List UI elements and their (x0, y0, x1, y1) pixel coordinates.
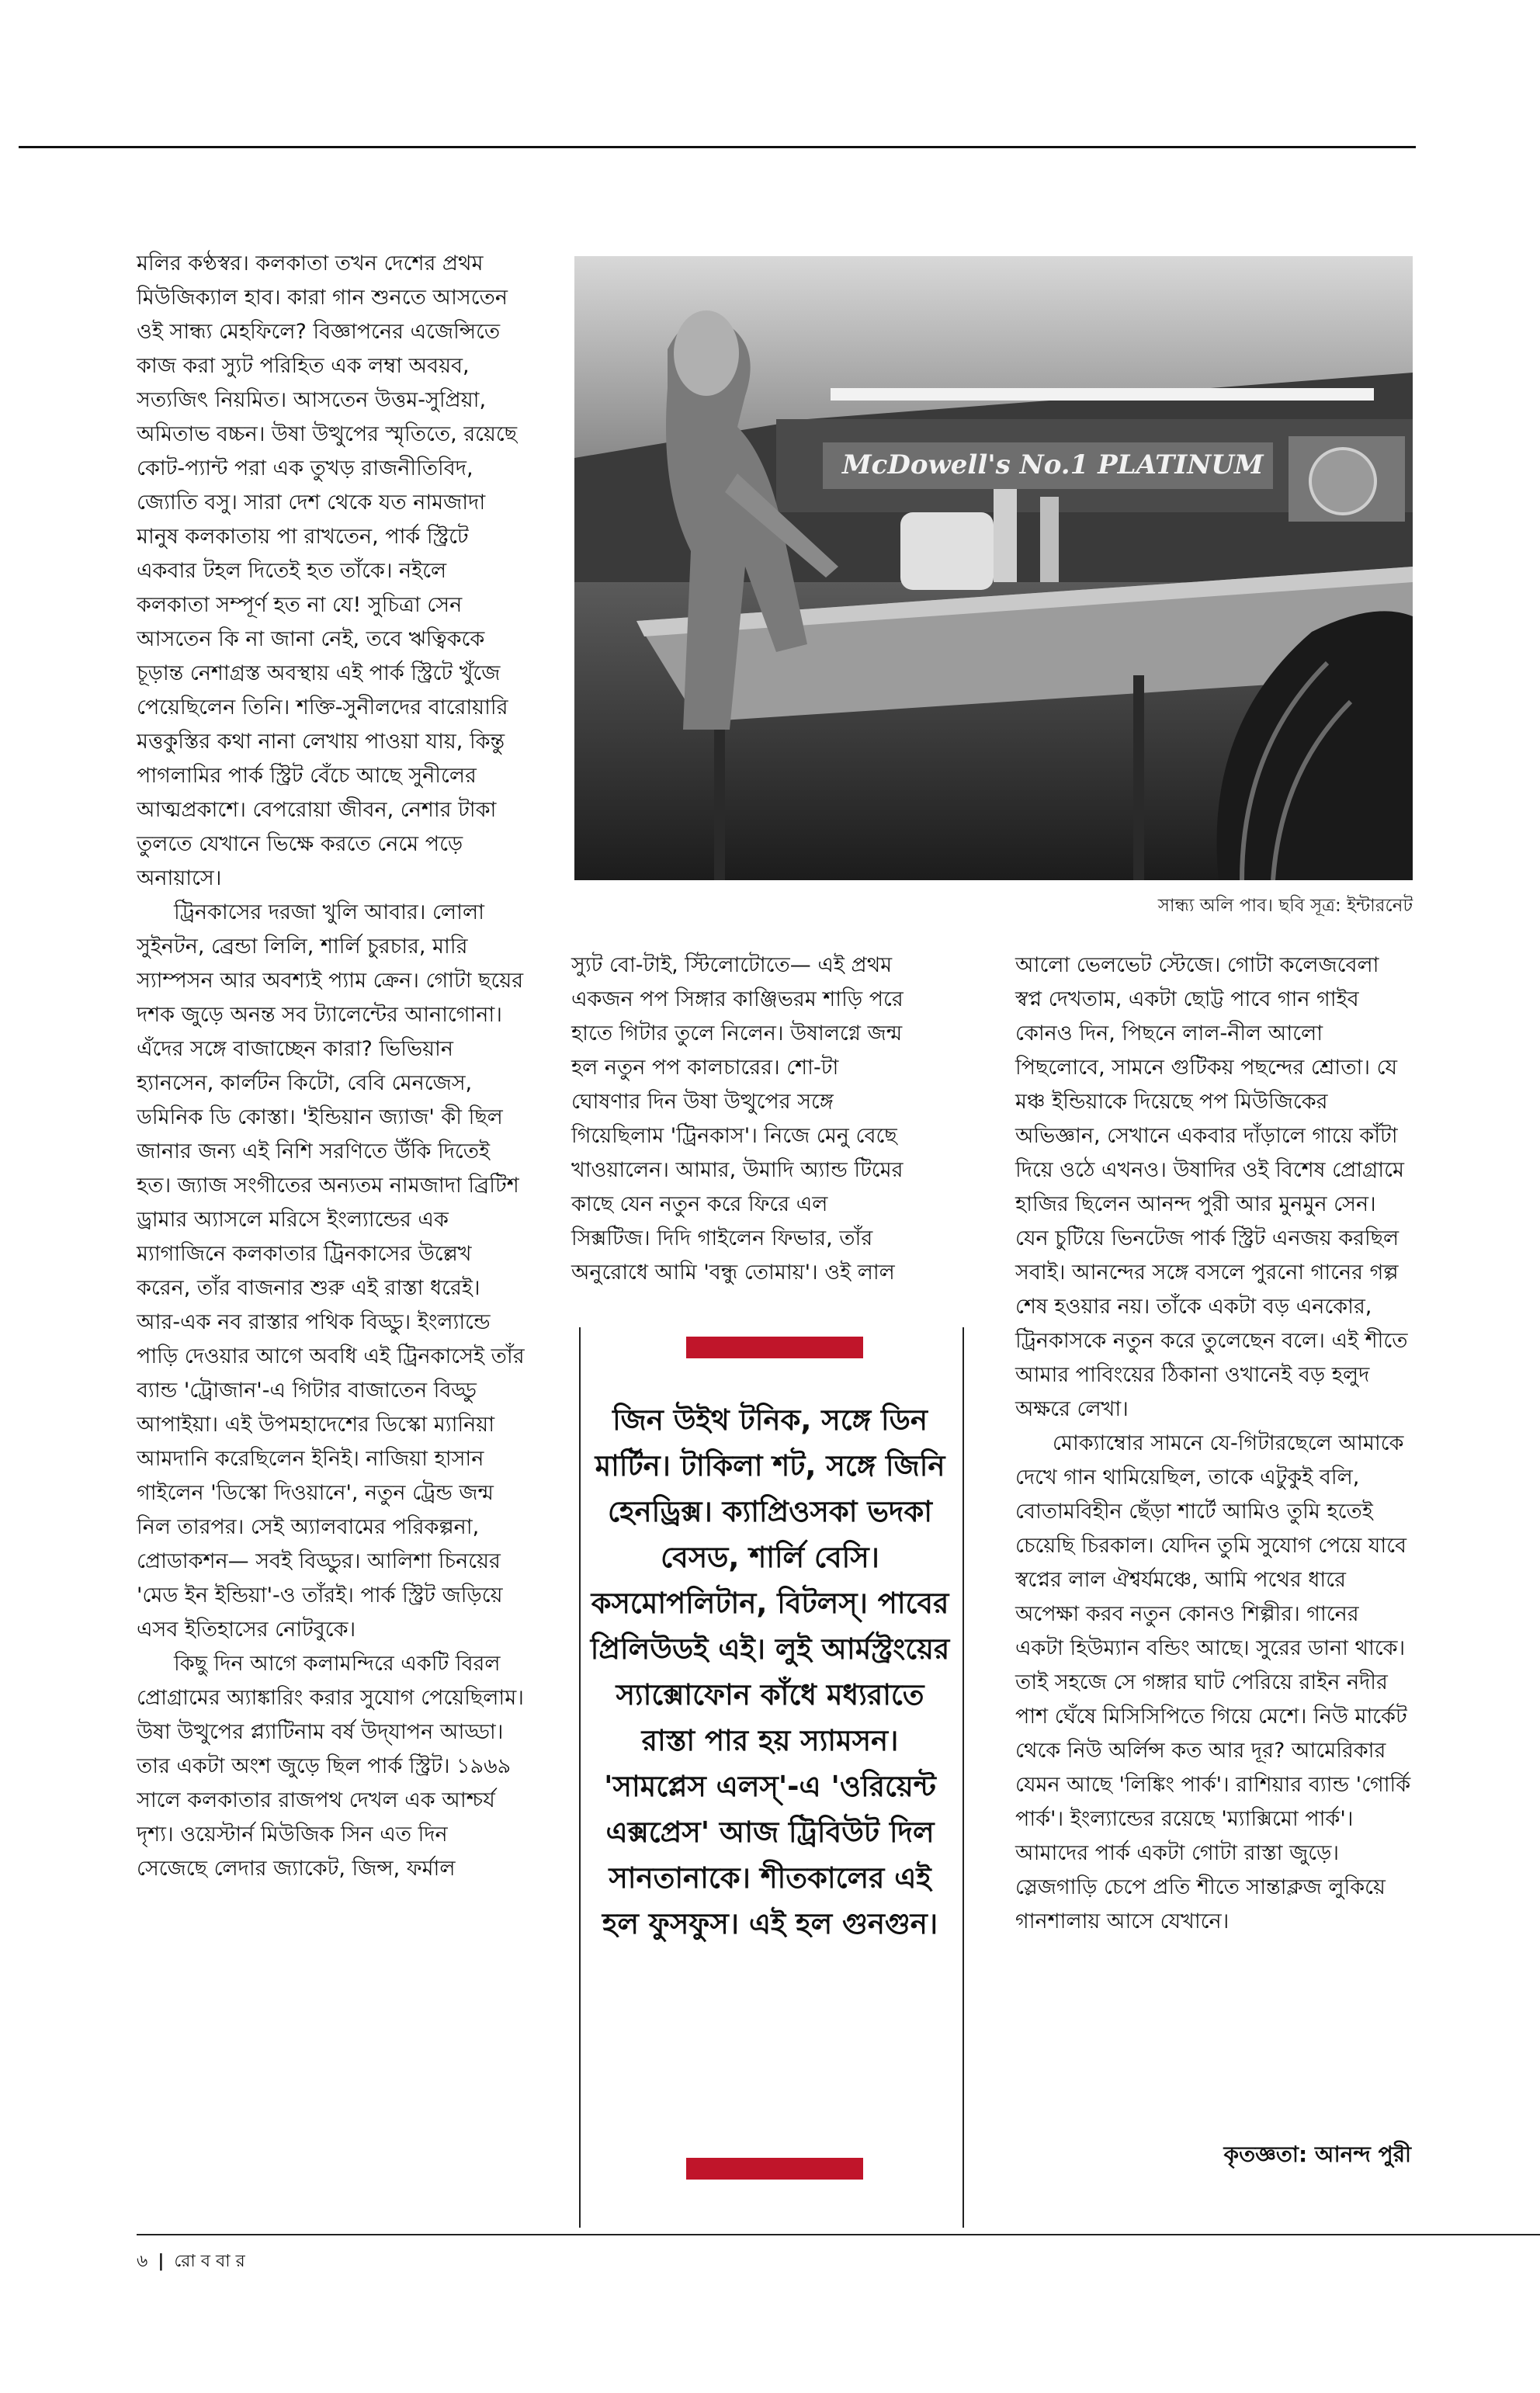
magazine-name: রো ব বা র (174, 2252, 245, 2271)
page-folio (137, 2248, 245, 2277)
pub-photo-illustration (574, 256, 1413, 880)
top-rule (19, 146, 1416, 148)
pull-quote-red-bar-top (686, 1337, 863, 1358)
sign-text: McDowell's No.1 PLATINUM (842, 449, 1264, 480)
bottom-rule (137, 2234, 1540, 2235)
article-paragraph: ট্রিনকাসের দরজা খুলি আবার। লোলা সুইনটন, ব্রেন্ডা লিলি, শার্লি চুরচার, মারি স্যাম্পসন আর অবশ্যই প্যাম ক্রেন। গোটা ছয়ের দশক জুড়ে অনন্ত সব ট্যালেন্টের আনাগোনা। এঁদের সঙ্গে বাজাচ্ছেন কারা? ভিভিয়ান হ্যানসেন, কার্লটন কিটো, বেবি মেনজেস, ডমিনিক ডি কোস্তা। 'ইন্ডিয়ান জ্যাজ' কী ছিল জানার জন্য এই নিশি সরণিতে উঁকি দিতেই হত। জ্যাজ সংগীতের অন্যতম নামজাদা ব্রিটিশ ড্রামার অ্যাসলে মরিসে ইংল্যান্ডের এক ম্যাগাজিনে কলকাতার ট্রিনকাসের উল্লেখ করেন, তাঁর বাজনার শুরু এই রাস্তা ধরেই। আর-এক নব রাস্তার পথিক বিড্ডু। ইংল্যান্ডে পাড়ি দেওয়ার আগে অবধি এই ট্রিনকাসেই তাঁর ব্যান্ড 'ট্রোজান'-এ গিটার বাজাতেন বিড্ডু আপাইয়া। এই উপমহাদেশের ডিস্কো ম্যানিয়া আমদানি করেছিলেন ইনিই। নাজিয়া হাসান গাইলেন 'ডিস্কো দিওয়ানে', নতুন ট্রেন্ড জন্ম নিল তারপর। সেই অ্যালবামের পরিকল্পনা, প্রোডাকশন— সবই বিড্ডুর। আলিশা চিনয়ের 'মেড ইন ইন্ডিয়া'-ও তাঁরই। পার্ক স্ট্রিট জড়িয়ে এসব ইতিহাসের নোটবুকে। (137, 900, 525, 1642)
article-paragraph: কিছু দিন আগে কলামন্দিরে একটি বিরল প্রোগ্রামের অ্যাঙ্কারিং করার সুযোগ পেয়েছিলাম। উষা উত্থুপের প্ল্যাটিনাম বর্ষ উদ্‌যাপন আড্ডা। তার একটা অংশ জুড়ে ছিল পার্ক স্ট্রিট। ১৯৬৯ সালে কলকাতার রাজপথ দেখল এক আশ্চর্য দৃশ্য। ওয়েস্টার্ন মিউজিক সিন এত দিন সেজেছে লেদার জ্যাকেট, জিন্স, ফর্মাল (137, 1652, 524, 1881)
credit-line: কৃতজ্ঞতা: আনন্দ পুরী (1223, 2142, 1411, 2167)
article-paragraph: মলির কণ্ঠস্বর। কলকাতা তখন দেশের প্রথম মিউজিক্যাল হাব। কারা গান শুনতে আসতেন ওই সান্ধ্য মেহফিলে? বিজ্ঞাপনের এজেন্সিতে কাজ করা স্যুট পরিহিত এক লম্বা অবয়ব, সত্যজিৎ নিয়মিত। আসতেন উত্তম-সুপ্রিয়া, অমিতাভ বচ্চন। উষা উত্থুপের স্মৃতিতে, রয়েছে কোট-প্যান্ট পরা এক তুখড় রাজনীতিবিদ, জ্যোতি বসু। সারা দেশ থেকে যত নামজাদা মানুষ কলকাতায় পা রাখতেন, পার্ক স্ট্রিটে একবার টহল দিতেই হত তাঁকে। নইলে কলকাতা সম্পূর্ণ হত না যে! সুচিত্রা সেন আসতেন কি না জানা নেই, তবে ঋত্বিককে চূড়ান্ত নেশাগ্রস্ত অবস্থায় এই পার্ক স্ট্রিটে খুঁজে পেয়েছিলেন তিনি। শক্তি-সুনীলদের বারোয়ারি মত্তকুস্তির কথা নানা লেখায় পাওয়া যায়, কিন্তু পাগলামির পার্ক স্ট্রিট বেঁচে আছে সুনীলের আত্মপ্রকাশে। বেপরোয়া জীবন, নেশার টাকা তুলতে যেখানে ভিক্ষে করতে নেমে পড়ে অনায়াসে। (137, 251, 518, 890)
pull-quote: জিন উইথ টনিক, সঙ্গে ডিন মার্টিন। টাকিলা শট, সঙ্গে জিনি হেনড্রিক্স। ক্যাপ্রিওসকা ভদকা বেসড, শার্লি বেসি। কসমোপলিটান, বিটলস্‌। পাবের প্রিলিউডই এই। লুই আর্মস্ট্রংয়ের স্যাক্সোফোন কাঁধে মধ্যরাতে রাস্তা পার হয় স্যামসন। 'সামপ্লেস এলস্'-এ 'ওরিয়েন্ট এক্সপ্রেস' আজ ট্রিবিউট দিল সানতানাকে। শীতকালের এই হল ফুসফুস। এই হল গুনগুন। (590, 1403, 950, 1940)
pub-photo (574, 256, 1413, 880)
pull-quote-border-right (962, 1327, 964, 2228)
article-column-left (137, 247, 525, 1886)
folio-separator: | (158, 2252, 165, 2271)
photo-caption: সান্ধ্য অলি পাব। ছবি সূত্র: ইন্টারনেট (1157, 896, 1413, 916)
article-paragraph: স্যুট বো-টাই, স্টিলোটোতে— এই প্রথম একজন পপ সিঙ্গার কাঞ্জিভরম শাড়ি পরে হাতে গিটার তুলে নিলেন। উষালগ্নে জন্ম হল নতুন পপ কালচারের। শো-টা ঘোষণার দিন উষা উত্থুপের সঙ্গে গিয়েছিলাম 'ট্রিনকাস'। নিজে মেনু বেছে খাওয়ালেন। আমার, উমাদি অ্যান্ড টিমের কাছে যেন নতুন করে ফিরে এল সিক্সটিজ। দিদি গাইলেন ফিভার, তাঁর অনুরোধে আমি 'বন্ধু তোমায়'। ওই লাল (571, 953, 904, 1285)
article-paragraph: মোক্যাম্বোর সামনে যে-গিটারছেলে আমাকে দেখে গান থামিয়েছিল, তাকে এটুকুই বলি, বোতামবিহীন ছেঁড়া শার্টে আমিও তুমি হতেই চেয়েছি চিরকাল। যেদিন তুমি সুযোগ পেয়ে যাবে স্বপ্নের লাল ঐশ্বর্যমঞ্চে, আমি পথের ধারে অপেক্ষা করব নতুন কোনও শিল্পীর। গানের একটা হিউম্যান বন্ডিং আছে। সুরের ডানা থাকে। তাই সহজে সে গঙ্গার ঘাট পেরিয়ে রাইন নদীর পাশ ঘেঁষে মিসিসিপিতে গিয়ে মেশে। নিউ মার্কেট থেকে নিউ অর্লিন্স কত আর দূর? আমেরিকার যেমন আছে 'লিঙ্কিং পার্ক'। রাশিয়ার ব্যান্ড 'গোর্কি পার্ক'। ইংল্যান্ডের রয়েছে 'ম্যাক্সিমো পার্ক'। আমাদের পার্ক একটা গোটা রাস্তা জুড়ে। স্লেজগাড়ি চেপে প্রতি শীতে সান্তাক্লজ লুকিয়ে গানশালায় আসে যেখানে। (1015, 1431, 1411, 1933)
page-number: ৬ (137, 2252, 148, 2271)
pull-quote-red-bar-bottom (686, 2158, 863, 2180)
article-paragraph: আলো ভেলভেট স্টেজে। গোটা কলেজবেলা স্বপ্ন দেখতাম, একটা ছোট্ট পাবে গান গাইব কোনও দিন, পিছনে লাল-নীল আলো পিছলোবে, সামনে গুটিকয় পছন্দের শ্রোতা। যে মঞ্চ ইন্ডিয়াকে দিয়েছে পপ মিউজিকের অভিজ্ঞান, সেখানে একবার দাঁড়ালে গায়ে কাঁটা দিয়ে ওঠে এখনও। উষাদির ওই বিশেষ প্রোগ্রামে হাজির ছিলেন আনন্দ পুরী আর মুনমুন সেন। যেন চুটিয়ে ভিনটেজ পার্ক স্ট্রিট এনজয় করছিল সবাই। আনন্দের সঙ্গে বসলে পুরনো গানের গল্প শেষ হওয়ার নয়। তাঁকে একটা বড় এনকোর, ট্রিনকাসকে নতুন করে তুলেছেন বলে। এই শীতে আমার পাবিংয়ের ঠিকানা ওখানেই বড় হলুদ অক্ষরে লেখা। (1015, 953, 1408, 1421)
article-column-middle (571, 949, 913, 1290)
pull-quote-border-left (579, 1327, 581, 2228)
article-column-right (1015, 949, 1411, 1939)
